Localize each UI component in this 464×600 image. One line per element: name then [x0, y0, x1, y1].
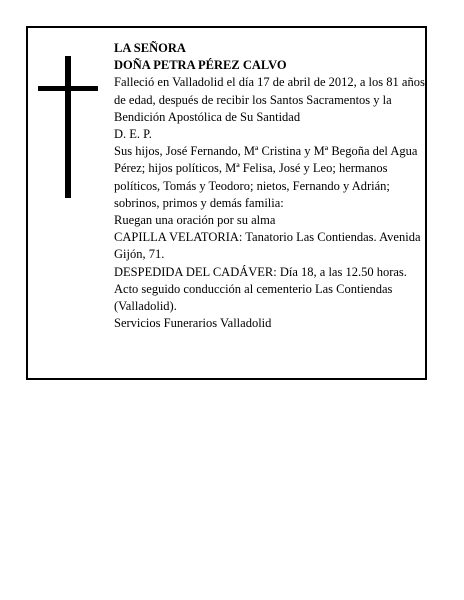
cross-horizontal-bar: [38, 86, 98, 91]
obituary-notice: [26, 26, 427, 380]
chapel-info: CAPILLA VELATORIA: Tanatorio Las Contiendas. Avenida Gijón, 71.: [114, 230, 421, 262]
deceased-name: DOÑA PETRA PÉREZ CALVO: [114, 58, 287, 73]
prayer-request: Ruegan una oración por su alma: [114, 213, 276, 228]
cross-vertical-bar: [65, 56, 71, 198]
death-paragraph: Falleció en Valladolid el día 17 de abril de 2012, a los 81 años de edad, después de recibir los Santos Sacramentos y la Bendición Apostólica de Su Santidad: [114, 75, 425, 124]
cross-icon: [38, 56, 98, 198]
notice-title: LA SEÑORA: [114, 41, 186, 55]
funeral-services: Servicios Funerarios Valladolid: [114, 316, 272, 331]
notice-text: [114, 40, 426, 332]
family-paragraph: Sus hijos, José Fernando, Mª Cristina y Mª Begoña del Agua Pérez; hijos políticos, Mª Felisa, José y Leo; hermanos políticos, Tomás y Teodoro; nietos, Fernando y Adrián; sobrinos, primos y demás familia:: [114, 144, 418, 210]
dep-line: D. E. P.: [114, 127, 152, 142]
farewell-info: DESPEDIDA DEL CADÁVER: Día 18, a las 12.50 horas. Acto seguido conducción al cementerio Las Contiendas (Valladolid).: [114, 264, 407, 314]
